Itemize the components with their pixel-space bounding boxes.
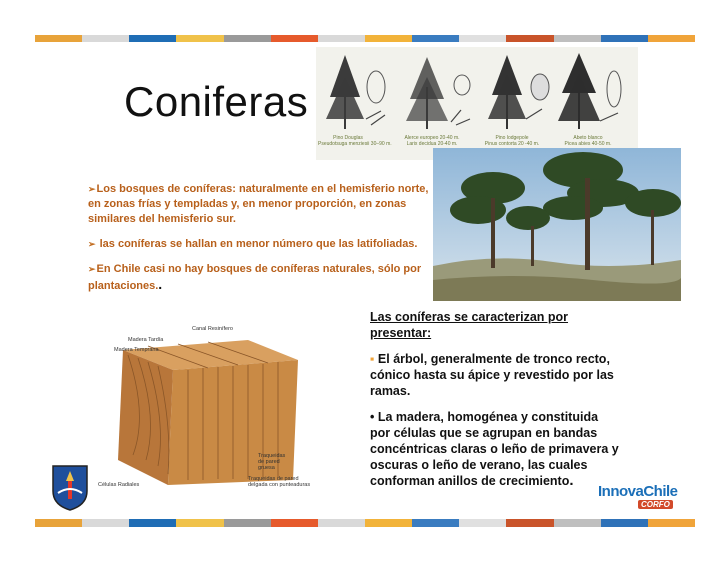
bar-segment [601,35,648,42]
feature-item [370,351,620,399]
conifer-species-illustration [316,47,638,160]
bullet-item [88,237,433,252]
bar-segment [129,519,176,527]
conifer-caption-2: Alerce europeo 20-40 m. Larix decidua 20-40 m. [404,135,460,147]
bar-segment [271,519,318,527]
conifer-caption-1: Pino Douglas Pseudotsuga menziesii 30–90 m. [318,135,392,147]
label-traqueidas-gruesa: Traqueidas de pared gruesa [258,453,286,471]
arrow-bullet-icon: ➢ [88,184,96,194]
square-bullet-icon: ▪ [370,352,375,366]
bar-segment [554,519,601,527]
innovachile-wordmark: InnovaChile [598,483,678,500]
arrow-bullet-icon: ➢ [88,264,96,274]
feature-end-mark: . [569,472,574,489]
label-madera-temprana: Madera Temprana [114,347,159,353]
conifer-caption-3: Pino lodgepole Pinus contorta 20 -40 m. [484,135,540,147]
bullet-item [88,262,433,294]
feature-text: El árbol, generalmente de tronco recto, cónico hasta su ápice y revestido por las ramas. [370,352,614,398]
bar-segment [318,519,365,527]
bar-segment [459,35,506,42]
bullet-list [88,182,433,304]
bar-segment [82,519,129,527]
pine-forest-photo [433,148,681,301]
bar-segment [224,519,271,527]
bullet-text: las coníferas se hallan en menor número que las latifoliadas. [96,238,418,250]
features-intro: Las coníferas se caracterizan por presentar: [370,310,569,340]
bar-segment [35,519,82,527]
features-block [370,309,620,499]
bar-segment [224,35,271,42]
university-crest-logo [50,463,90,511]
bar-segment [318,35,365,42]
label-canal: Canal Resinífero [192,326,233,332]
bar-segment [82,35,129,42]
bullet-item [88,182,433,227]
bullet-text: Los bosques de coníferas: naturalmente en el hemisferio norte, en zonas frías y templadas y, en menor proporción, en zonas similares del hemisferio sur. [88,183,429,225]
bar-segment [506,519,553,527]
bar-segment [365,35,412,42]
bar-segment [271,35,318,42]
label-celulas-radiales: Células Radiales [98,482,140,488]
bar-segment [176,519,223,527]
corfo-badge: CORFO [638,500,673,509]
arrow-bullet-icon: ➢ [88,239,96,249]
bar-segment [412,519,459,527]
bar-segment [648,35,695,42]
bar-segment [365,519,412,527]
label-madera-tardia: Madera Tardía [128,337,164,343]
bullet-end-mark: . [158,276,163,292]
wood-structure-diagram [98,320,316,490]
bar-segment [554,35,601,42]
conifer-caption-4: Abeto blanco Picea abies 40-50 m. [564,135,612,147]
top-color-bar [35,35,695,42]
bar-segment [648,519,695,527]
bar-segment [506,35,553,42]
slide-title: Coniferas [124,78,309,125]
label-traqueidas-delgada: Traqueidas de pared delgada con punteaduras [248,476,311,488]
bar-segment [459,519,506,527]
bar-segment [412,35,459,42]
bottom-color-bar [35,519,695,527]
feature-item [370,409,620,489]
bar-segment [129,35,176,42]
bar-segment [601,519,648,527]
innovachile-corfo-logo [598,483,678,509]
feature-text: • La madera, homogénea y constituida por células que se agrupan en bandas concéntricas claras o leño de primavera y oscuras o leño de verano, las cuales conforman anillos de crecimiento [370,410,619,488]
bar-segment [176,35,223,42]
bar-segment [35,35,82,42]
bullet-text: En Chile casi no hay bosques de coníferas naturales, sólo por plantaciones. [88,263,422,292]
